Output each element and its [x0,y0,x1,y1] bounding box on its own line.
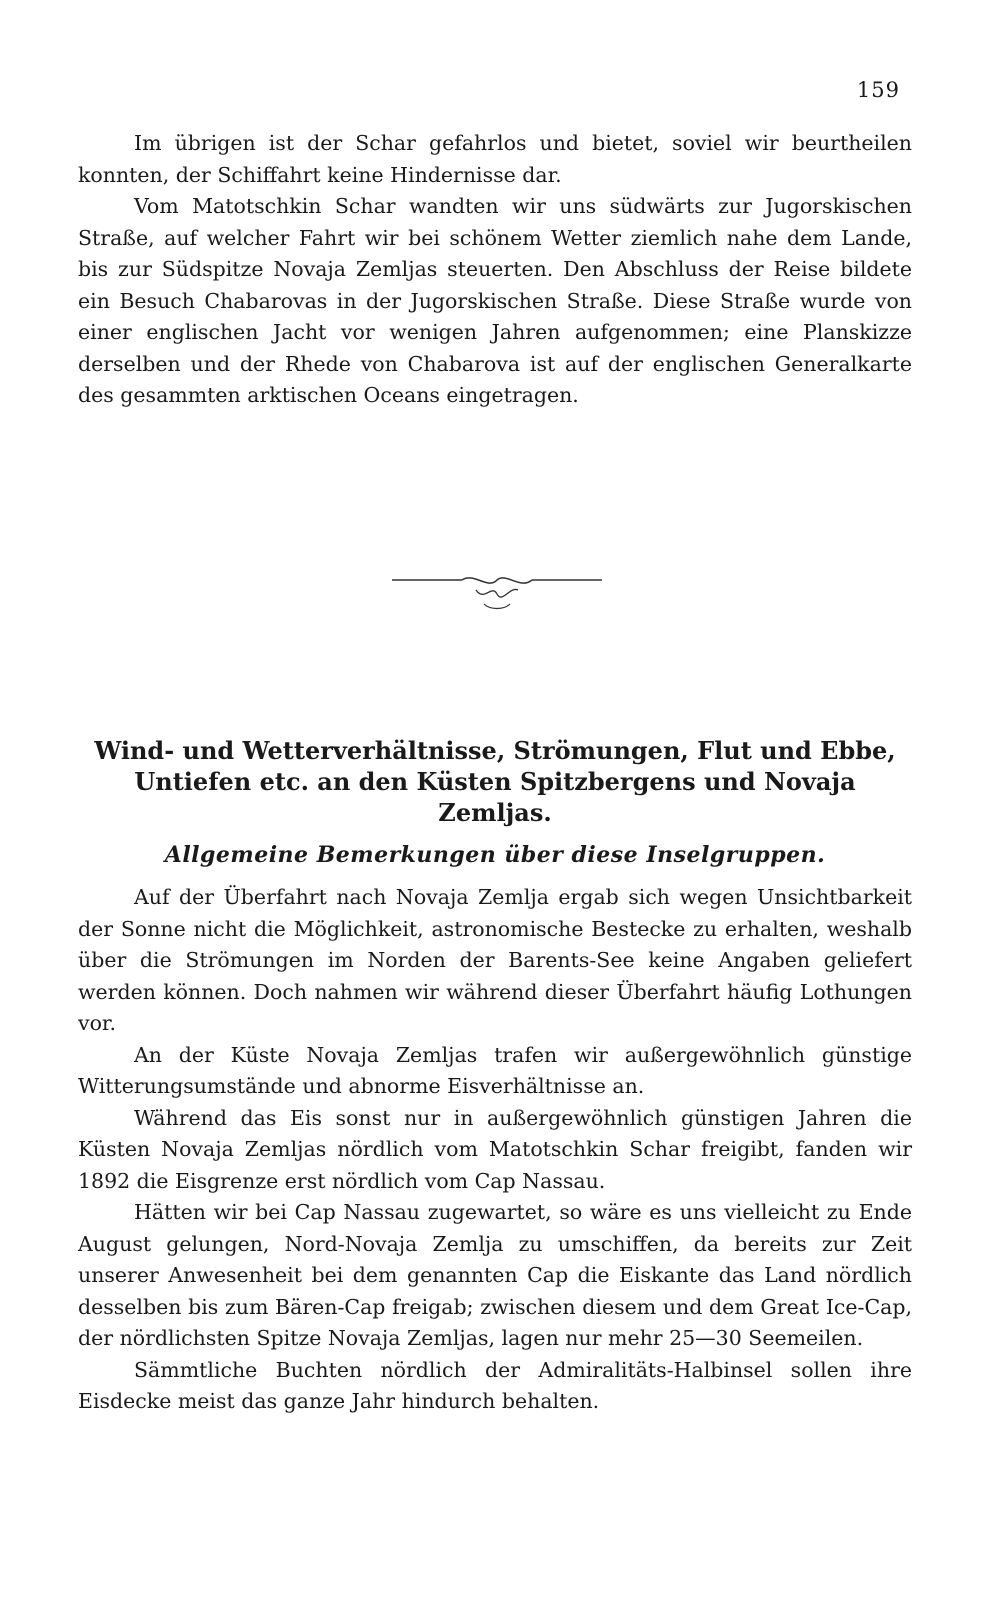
section-paragraph-5: Sämmtliche Buchten nördlich der Admiralitäts-Halbinsel sollen ihre Eisdecke meist das ganze Jahr hindurch behalten. [78,1357,912,1413]
intro-text [78,128,912,412]
section-paragraph-1: Auf der Überfahrt nach Novaja Zemlja ergab sich wegen Unsichtbarkeit der Sonne nicht die Möglichkeit, astronomische Bestecke zu erhalten, weshalb über die Strömungen im Norden der Barents-See keine Angaben geliefert werden können. Doch nahmen wir während dieser Überfahrt häufig Lothungen vor. [78,885,912,1035]
section-text [78,882,912,1418]
section-subtitle: Allgemeine Bemerkungen über diese Inselgruppen. [164,842,826,868]
decorative-ornament [392,574,602,618]
page-number: 159 [856,78,900,102]
section-paragraph-2: An der Küste Novaja Zemljas trafen wir außergewöhnlich günstige Witterungsumstände und abnorme Eisverhältnisse an. [78,1042,912,1098]
section-paragraph-4: Hätten wir bei Cap Nassau zugewartet, so wäre es uns vielleicht zu Ende August gelungen, Nord-Novaja Zemlja zu umschiffen, da bereits zur Zeit unserer Anwesenheit bei dem genannten Cap die Eiskante das Land nördlich desselben bis zum Bären-Cap freigab; zwischen diesem und dem Great Ice-Cap, der nördlichsten Spitze Novaja Zemljas, lagen nur mehr 25—30 Seemeilen. [78,1200,912,1350]
intro-paragraph-2: Vom Matotschkin Schar wandten wir uns südwärts zur Jugorskischen Straße, auf welcher Fahrt wir bei schönem Wetter ziemlich nahe dem Lande, bis zur Südspitze Novaja Zemljas steuerten. Den Abschluss der Reise bildete ein Besuch Chabarovas in der Jugorskischen Straße. Diese Straße wurde von einer englischen Jacht vor wenigen Jahren aufgenommen; eine Planskizze derselben und der Rhede von Chabarova ist auf der englischen Generalkarte des gesammten arktischen Oceans eingetragen. [78,194,912,407]
section-paragraph-3: Während das Eis sonst nur in außergewöhnlich günstigen Jahren die Küsten Novaja Zemljas nördlich vom Matotschkin Schar freigibt, fanden wir 1892 die Eisgrenze erst nördlich vom Cap Nassau. [78,1105,912,1193]
section-title: Wind- und Wetterverhältnisse, Strömungen, Flut und Ebbe, Untiefen etc. an den Küsten Spitzbergens und Novaja Zemljas. [94,736,896,827]
intro-paragraph-1: Im übrigen ist der Schar gefahrlos und bietet, soviel wir beurtheilen konnten, der Schiffahrt keine Hindernisse dar. [78,131,912,187]
